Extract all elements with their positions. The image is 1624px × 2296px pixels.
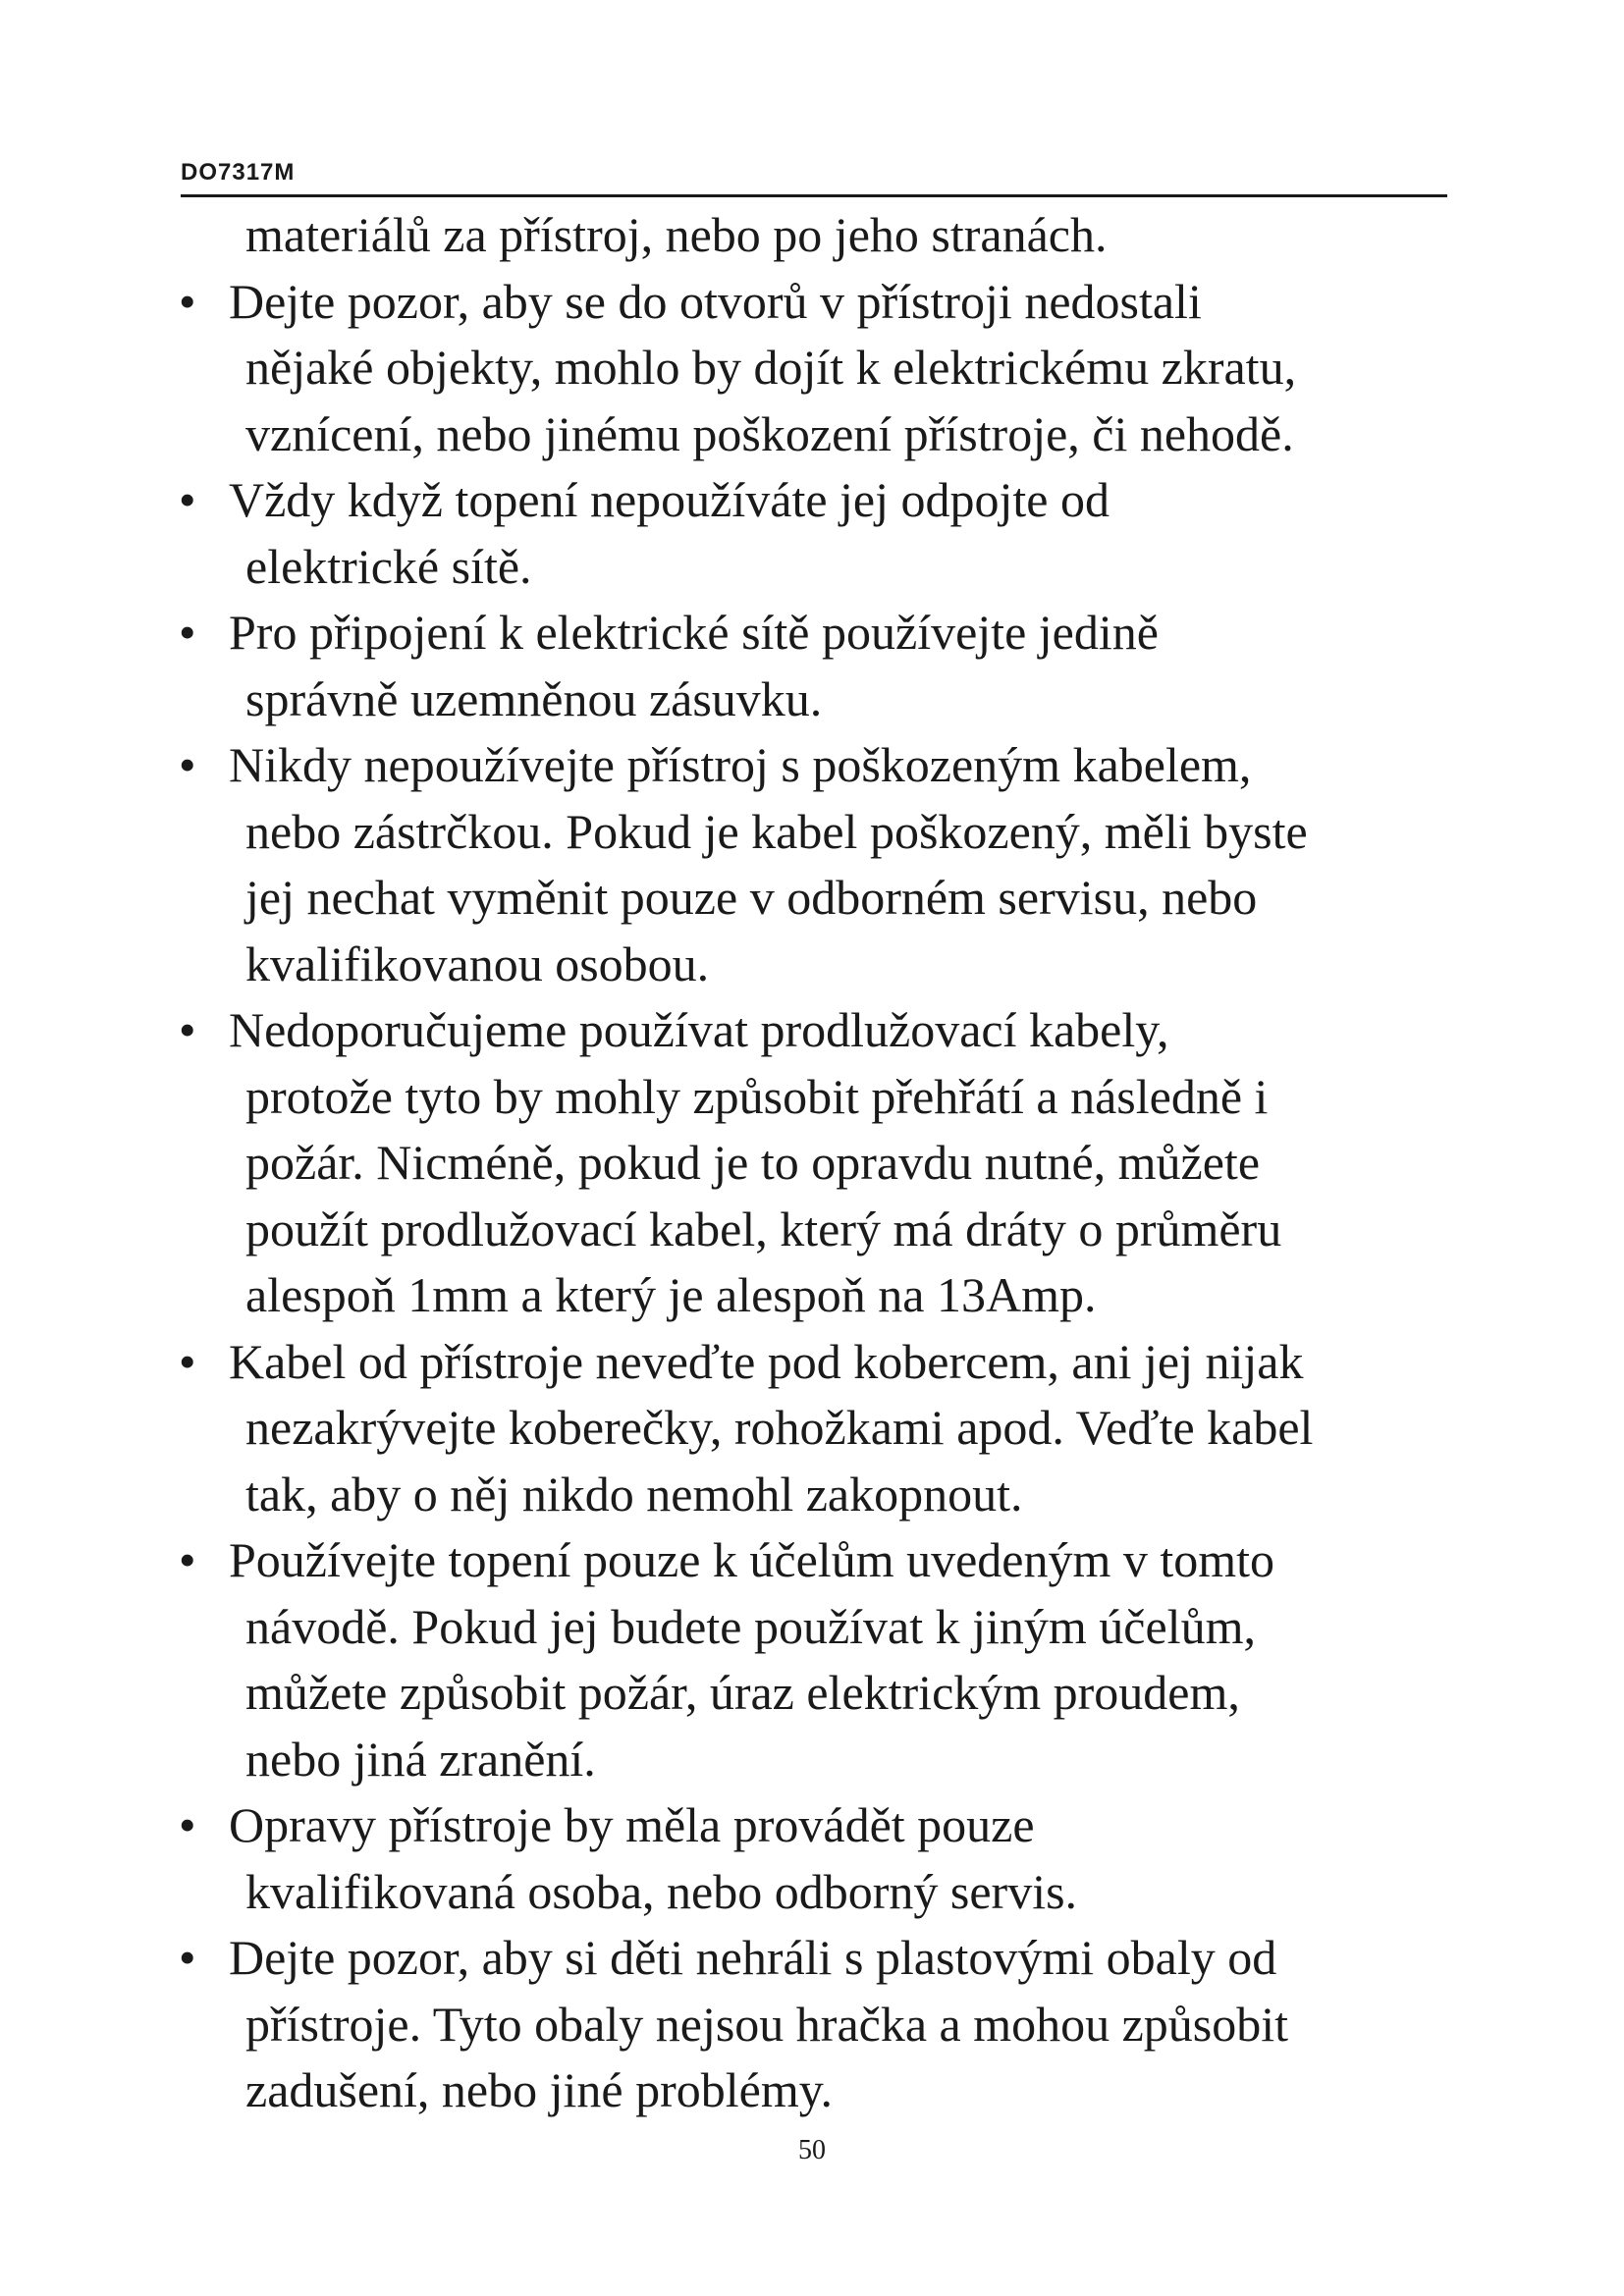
bullet-line: kvalifikovaná osoba, nebo odborný servis. — [245, 1863, 1078, 1919]
bullet-item — [0, 467, 1463, 600]
bullet-line: návodě. Pokud jej budete používat k jiným účelům, — [245, 1598, 1256, 1654]
bullet-line: nebo zástrčkou. Pokud je kabel poškozený, měli byste — [245, 803, 1308, 859]
header-divider — [181, 194, 1447, 197]
bullet-icon: • — [179, 737, 196, 792]
bullet-line: kvalifikovanou osobou. — [245, 935, 710, 991]
bullet-item — [0, 997, 1463, 1329]
bullet-icon: • — [179, 472, 196, 527]
bullet-line: přístroje. Tyto obaly nejsou hračka a mohou způsobit — [245, 1996, 1289, 2052]
bullet-line: vznícení, nebo jinému poškození přístroje, či nehodě. — [245, 405, 1294, 461]
bullet-line: tak, aby o něj nikdo nemohl zakopnout. — [245, 1466, 1023, 1522]
bullet-line: elektrické sítě. — [245, 538, 532, 594]
bullet-line: použít prodlužovací kabel, který má dráty o průměru — [245, 1201, 1282, 1256]
bullet-line: protože tyto by mohly způsobit přehřátí a následně i — [245, 1068, 1269, 1124]
bullet-item — [0, 1527, 1463, 1792]
bullet-item — [0, 732, 1463, 997]
model-header: DO7317M — [181, 159, 296, 186]
bullet-icon: • — [179, 1930, 196, 1985]
bullet-line: můžete způsobit požár, úraz elektrickým proudem, — [245, 1665, 1240, 1720]
bullet-line: Pro připojení k elektrické sítě používejte jedině — [229, 605, 1159, 660]
safety-bullet-list — [0, 269, 1624, 2124]
bullet-line: Dejte pozor, aby se do otvorů v přístroji nedostali — [229, 273, 1202, 329]
bullet-item — [0, 1329, 1463, 1528]
bullet-line: Kabel od přístroje neveďte pod kobercem, ani jej nijak — [229, 1333, 1304, 1389]
bullet-item — [0, 1925, 1463, 2124]
bullet-line: nebo jiná zranění. — [245, 1731, 596, 1787]
bullet-line: Vždy když topení nepoužíváte jej odpojte od — [229, 472, 1110, 527]
bullet-item — [0, 600, 1463, 732]
bullet-line: zadušení, nebo jiné problémy. — [245, 2062, 833, 2117]
bullet-icon: • — [179, 605, 196, 660]
bullet-line: Dejte pozor, aby si děti nehráli s plastovými obaly od — [229, 1930, 1277, 1985]
bullet-line: nezakrývejte koberečky, rohožkami apod. Veďte kabel — [245, 1400, 1314, 1455]
bullet-icon: • — [179, 1797, 196, 1852]
bullet-icon: • — [179, 273, 196, 329]
bullet-line: Opravy přístroje by měla provádět pouze — [229, 1797, 1035, 1852]
bullet-line: Nedoporučujeme používat prodlužovací kabely, — [229, 1002, 1169, 1057]
bullet-line: alespoň 1mm a který je alespoň na 13Amp. — [245, 1267, 1097, 1322]
page-number: 50 — [798, 2135, 826, 2165]
bullet-item — [0, 269, 1463, 468]
page-content — [0, 202, 1624, 2124]
bullet-icon: • — [179, 1532, 196, 1587]
continuation-text: materiálů za přístroj, nebo po jeho stranách. — [245, 207, 1108, 262]
bullet-icon: • — [179, 1002, 196, 1057]
bullet-line: požár. Nicméně, pokud je to opravdu nutné, můžete — [245, 1135, 1261, 1190]
bullet-line: nějaké objekty, mohlo by dojít k elektrickému zkratu, — [245, 340, 1297, 395]
bullet-line: správně uzemněnou zásuvku. — [245, 670, 823, 726]
bullet-line: Používejte topení pouze k účelům uvedeným v tomto — [229, 1532, 1275, 1587]
bullet-line: Nikdy nepoužívejte přístroj s poškozeným kabelem, — [229, 737, 1252, 792]
bullet-icon: • — [179, 1333, 196, 1389]
bullet-line: jej nechat vyměnit pouze v odborném servisu, nebo — [245, 870, 1258, 925]
bullet-item — [0, 1792, 1463, 1925]
